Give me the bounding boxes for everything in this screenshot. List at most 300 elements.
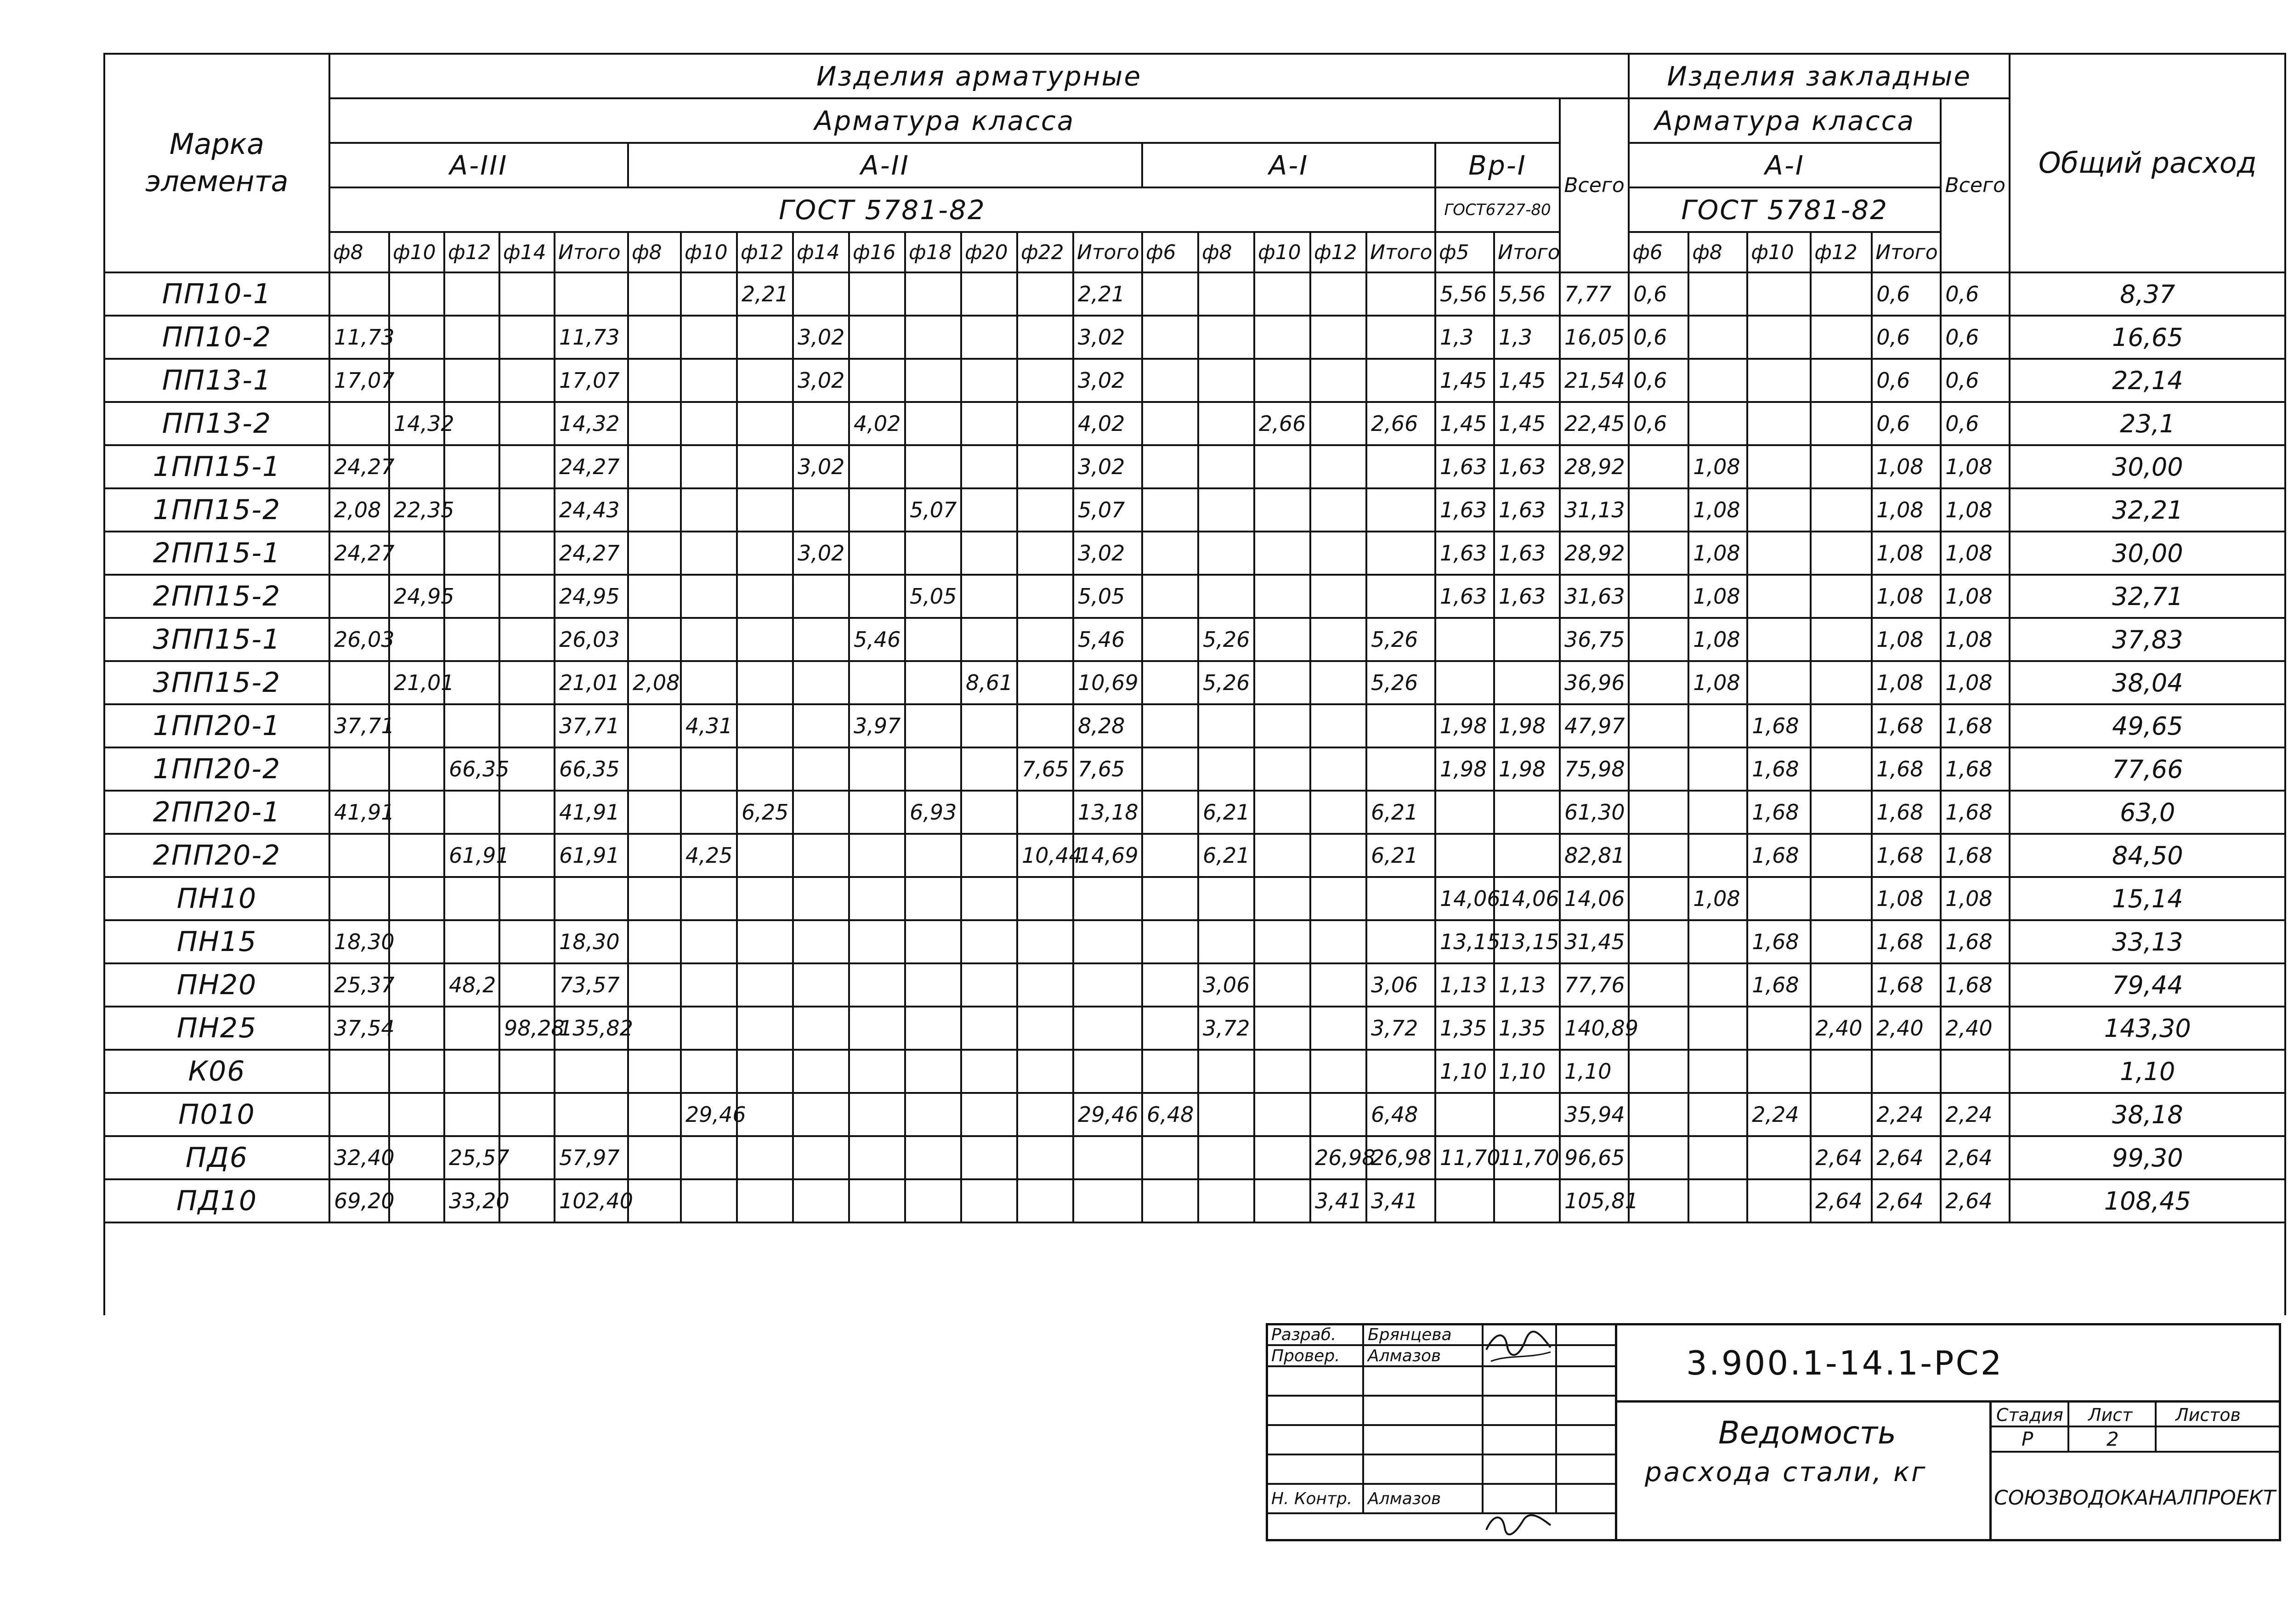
value-cell: 0,6 [1872,316,1941,359]
value-cell [1747,1050,1811,1093]
value-cell [849,791,905,834]
total-cell: 30,00 [2010,532,2285,575]
value-cell [1366,704,1435,747]
value-cell [737,488,793,532]
value-cell [555,1093,628,1136]
value-cell [1747,316,1811,359]
value-cell [628,1093,681,1136]
value-cell [1747,532,1811,575]
value-cell [1811,359,1872,402]
value-cell [1747,661,1811,704]
value-cell [1310,834,1366,877]
table-row [104,532,2285,575]
value-cell: 48,2 [444,963,499,1007]
value-cell [737,1179,793,1222]
value-cell [1688,316,1747,359]
value-cell [1198,359,1254,402]
value-cell: 5,05 [905,575,961,618]
value-cell [444,1050,499,1093]
value-cell: 3,72 [1366,1007,1435,1050]
value-cell: 47,97 [1560,704,1629,747]
value-cell: 6,25 [737,791,793,834]
signature-name [1363,1366,1483,1396]
value-cell [628,272,681,316]
value-cell [1254,704,1310,747]
value-cell [1310,791,1366,834]
value-cell [1142,532,1198,575]
value-cell [1198,1050,1254,1093]
header-diam: ф12 [444,232,499,272]
value-cell [1747,402,1811,445]
value-cell: 2,08 [628,661,681,704]
total-cell: 32,21 [2010,488,2285,532]
value-cell: 1,08 [1941,445,2010,488]
value-cell [1017,532,1073,575]
value-cell [1688,704,1747,747]
value-cell [1310,575,1366,618]
value-cell [329,1050,389,1093]
value-cell: 1,10 [1494,1050,1560,1093]
value-cell [1366,272,1435,316]
value-cell [1254,877,1310,920]
value-cell [1254,1007,1310,1050]
value-cell [1198,1136,1254,1179]
value-cell [628,834,681,877]
value-cell [499,445,555,488]
value-cell: 0,6 [1629,402,1688,445]
stadia-label: Стадия [1996,1405,2063,1425]
value-cell [1073,920,1142,963]
value-cell [1310,963,1366,1007]
value-cell: 6,21 [1366,791,1435,834]
table-row [104,618,2285,661]
value-cell [793,1007,849,1050]
value-cell [905,877,961,920]
value-cell [1747,272,1811,316]
value-cell [444,877,499,920]
value-cell [1017,661,1073,704]
table-row [104,877,2285,920]
signature-name: Алмазов [1363,1484,1483,1513]
value-cell [849,1093,905,1136]
value-cell [1142,575,1198,618]
value-cell: 24,27 [329,532,389,575]
signature-row [1267,1366,1616,1396]
date-cell [1556,1425,1616,1454]
value-cell: 1,08 [1688,445,1747,488]
value-cell: 33,20 [444,1179,499,1222]
value-cell [961,1179,1017,1222]
value-cell [1310,532,1366,575]
value-cell [1629,1136,1688,1179]
value-cell [1017,402,1073,445]
value-cell [1629,747,1688,791]
value-cell [905,1179,961,1222]
header-armatura-klassa: Арматура класса [329,98,1560,143]
value-cell [1198,704,1254,747]
value-cell [1366,532,1435,575]
date-cell [1556,1396,1616,1425]
value-cell: 1,08 [1688,661,1747,704]
value-cell [681,272,737,316]
value-cell: 1,68 [1872,963,1941,1007]
value-cell [329,402,389,445]
value-cell: 2,24 [1941,1093,2010,1136]
value-cell: 28,92 [1560,445,1629,488]
value-cell [1629,920,1688,963]
total-cell: 33,13 [2010,920,2285,963]
value-cell: 1,08 [1688,575,1747,618]
value-cell [1811,834,1872,877]
signature-role: Разраб. [1267,1324,1363,1345]
value-cell [793,920,849,963]
value-cell [1198,402,1254,445]
value-cell [1310,877,1366,920]
value-cell [1747,359,1811,402]
value-cell [961,920,1017,963]
value-cell: 5,26 [1198,618,1254,661]
value-cell [1254,445,1310,488]
value-cell: 1,08 [1872,877,1941,920]
value-cell [681,747,737,791]
value-cell [1629,1050,1688,1093]
value-cell [849,1007,905,1050]
value-cell: 1,35 [1494,1007,1560,1050]
value-cell [1254,920,1310,963]
value-cell [628,445,681,488]
value-cell: 135,82 [555,1007,628,1050]
value-cell: 13,18 [1073,791,1142,834]
value-cell [905,834,961,877]
value-cell: 10,44 [1017,834,1073,877]
value-cell [1811,575,1872,618]
value-cell: 2,08 [329,488,389,532]
value-cell [793,402,849,445]
value-cell [329,575,389,618]
value-cell [681,661,737,704]
value-cell [1435,791,1494,834]
value-cell [849,920,905,963]
value-cell [1198,1179,1254,1222]
value-cell: 11,73 [555,316,628,359]
value-cell: 1,10 [1435,1050,1494,1093]
value-cell [1688,1179,1747,1222]
value-cell [499,1093,555,1136]
value-cell [628,791,681,834]
table-row [104,791,2285,834]
total-cell: 49,65 [2010,704,2285,747]
value-cell [737,618,793,661]
value-cell [1017,920,1073,963]
total-cell: 38,18 [2010,1093,2285,1136]
table-footer-space [104,1222,2285,1315]
value-cell: 2,66 [1254,402,1310,445]
value-cell [1198,1093,1254,1136]
value-cell [1198,877,1254,920]
value-cell [1811,532,1872,575]
value-cell [329,661,389,704]
value-cell: 0,6 [1941,402,2010,445]
value-cell: 1,63 [1494,445,1560,488]
value-cell [905,920,961,963]
value-cell [444,791,499,834]
value-cell: 1,08 [1872,488,1941,532]
date-cell [1556,1454,1616,1484]
value-cell [499,272,555,316]
value-cell [1017,618,1073,661]
total-cell: 16,65 [2010,316,2285,359]
value-cell: 75,98 [1560,747,1629,791]
value-cell: 1,08 [1688,488,1747,532]
value-cell [329,877,389,920]
table-row [104,402,2285,445]
value-cell [961,272,1017,316]
value-cell [444,618,499,661]
value-cell [681,488,737,532]
element-mark: 1ПП20-2 [104,747,329,791]
value-cell [849,747,905,791]
value-cell: 36,75 [1560,618,1629,661]
value-cell [1142,1136,1198,1179]
value-cell [389,834,444,877]
value-cell [1366,747,1435,791]
value-cell: 1,45 [1435,402,1494,445]
header-diam: ф12 [737,232,793,272]
value-cell [961,575,1017,618]
value-cell [1073,1136,1142,1179]
value-cell: 1,68 [1941,791,2010,834]
value-cell: 1,68 [1747,963,1811,1007]
value-cell [1254,1093,1310,1136]
value-cell [905,359,961,402]
value-cell [1941,1050,2010,1093]
value-cell [1310,704,1366,747]
value-cell [1017,1050,1073,1093]
value-cell [1811,661,1872,704]
value-cell: 1,68 [1941,963,2010,1007]
value-cell [681,877,737,920]
value-cell: 3,97 [849,704,905,747]
header-vr1: Вр-I [1435,143,1560,187]
value-cell: 6,48 [1142,1093,1198,1136]
value-cell [1494,834,1560,877]
value-cell [1688,1136,1747,1179]
value-cell: 6,21 [1198,834,1254,877]
value-cell [1017,877,1073,920]
value-cell: 22,45 [1560,402,1629,445]
value-cell [905,1007,961,1050]
value-cell [329,834,389,877]
value-cell [389,747,444,791]
value-cell [1366,920,1435,963]
value-cell: 5,26 [1198,661,1254,704]
header-diam: Итого [555,232,628,272]
value-cell [681,963,737,1007]
value-cell [681,316,737,359]
value-cell [1688,402,1747,445]
value-cell [389,532,444,575]
value-cell [1254,618,1310,661]
value-cell [793,704,849,747]
header-diam: ф14 [499,232,555,272]
header-diam: ф8 [329,232,389,272]
value-cell: 2,21 [1073,272,1142,316]
value-cell [961,359,1017,402]
header-a3: А-III [329,143,628,187]
value-cell: 1,68 [1941,704,2010,747]
value-cell: 3,02 [1073,316,1142,359]
value-cell [499,704,555,747]
value-cell [499,963,555,1007]
header-izd-arm: Изделия арматурные [329,54,1629,98]
value-cell: 1,63 [1494,532,1560,575]
value-cell [628,532,681,575]
value-cell [737,532,793,575]
value-cell [444,359,499,402]
date-cell [1556,1484,1616,1513]
header-diam-z: ф8 [1688,232,1747,272]
steel-consumption-table [103,53,2286,1315]
value-cell [1747,1136,1811,1179]
value-cell [499,575,555,618]
header-armatura-klassa-z: Арматура класса [1629,98,1941,143]
value-cell [793,834,849,877]
value-cell [849,445,905,488]
value-cell [444,532,499,575]
value-cell [1629,963,1688,1007]
value-cell [905,272,961,316]
value-cell: 1,08 [1688,618,1747,661]
value-cell [444,920,499,963]
value-cell: 2,64 [1872,1136,1941,1179]
value-cell: 32,40 [329,1136,389,1179]
value-cell [849,661,905,704]
value-cell: 98,28 [499,1007,555,1050]
value-cell: 1,08 [1941,661,2010,704]
value-cell: 31,13 [1560,488,1629,532]
header-diam-z: ф6 [1629,232,1688,272]
value-cell [961,963,1017,1007]
value-cell: 61,91 [444,834,499,877]
value-cell [1811,1093,1872,1136]
value-cell [1310,445,1366,488]
value-cell: 1,08 [1941,488,2010,532]
date-cell [1556,1366,1616,1396]
value-cell: 61,91 [555,834,628,877]
value-cell: 37,71 [555,704,628,747]
value-cell [905,1093,961,1136]
header-diam: ф10 [389,232,444,272]
total-cell: 32,71 [2010,575,2285,618]
value-cell: 24,43 [555,488,628,532]
value-cell: 1,68 [1872,791,1941,834]
value-cell: 0,6 [1629,359,1688,402]
value-cell [1366,445,1435,488]
value-cell [961,1093,1017,1136]
value-cell [737,445,793,488]
value-cell [1688,1093,1747,1136]
value-cell: 2,64 [1872,1179,1941,1222]
value-cell: 0,6 [1941,316,2010,359]
value-cell [628,963,681,1007]
value-cell: 3,02 [1073,532,1142,575]
value-cell: 22,35 [389,488,444,532]
value-cell: 1,3 [1435,316,1494,359]
value-cell: 1,63 [1435,575,1494,618]
value-cell [961,747,1017,791]
header-diam: ф18 [905,232,961,272]
value-cell: 1,45 [1494,402,1560,445]
value-cell: 1,45 [1435,359,1494,402]
value-cell [1198,272,1254,316]
value-cell: 1,08 [1872,575,1941,618]
value-cell [905,316,961,359]
header-a1: А-I [1142,143,1435,187]
value-cell [1017,488,1073,532]
signature-row [1267,1454,1616,1484]
value-cell [1142,618,1198,661]
value-cell [961,791,1017,834]
total-cell: 38,04 [2010,661,2285,704]
value-cell [628,877,681,920]
value-cell: 1,13 [1494,963,1560,1007]
value-cell [1688,1050,1747,1093]
value-cell [793,272,849,316]
value-cell [1688,747,1747,791]
value-cell: 3,72 [1198,1007,1254,1050]
signature-row [1267,1324,1616,1345]
value-cell [628,316,681,359]
header-diam: Итого [1073,232,1142,272]
value-cell [1435,618,1494,661]
value-cell: 1,98 [1494,704,1560,747]
value-cell: 7,65 [1073,747,1142,791]
value-cell: 7,77 [1560,272,1629,316]
value-cell: 14,69 [1073,834,1142,877]
value-cell: 3,41 [1310,1179,1366,1222]
list-label: Лист [2088,1405,2133,1425]
table-row [104,359,2285,402]
value-cell [1629,575,1688,618]
value-cell: 6,48 [1366,1093,1435,1136]
value-cell [737,402,793,445]
value-cell: 2,40 [1811,1007,1872,1050]
value-cell [1494,1093,1560,1136]
value-cell [905,963,961,1007]
value-cell [499,359,555,402]
value-cell [681,402,737,445]
value-cell: 1,08 [1872,445,1941,488]
value-cell [1811,747,1872,791]
value-cell [1254,1136,1310,1179]
value-cell [499,920,555,963]
value-cell [389,1007,444,1050]
value-cell [793,877,849,920]
value-cell [1017,1136,1073,1179]
value-cell [389,359,444,402]
value-cell [1811,402,1872,445]
value-cell [905,402,961,445]
value-cell: 21,01 [555,661,628,704]
value-cell [1310,1050,1366,1093]
value-cell [1366,488,1435,532]
value-cell [737,661,793,704]
value-cell: 25,57 [444,1136,499,1179]
value-cell: 0,6 [1872,359,1941,402]
value-cell [1142,1050,1198,1093]
value-cell [681,1136,737,1179]
value-cell: 102,40 [555,1179,628,1222]
